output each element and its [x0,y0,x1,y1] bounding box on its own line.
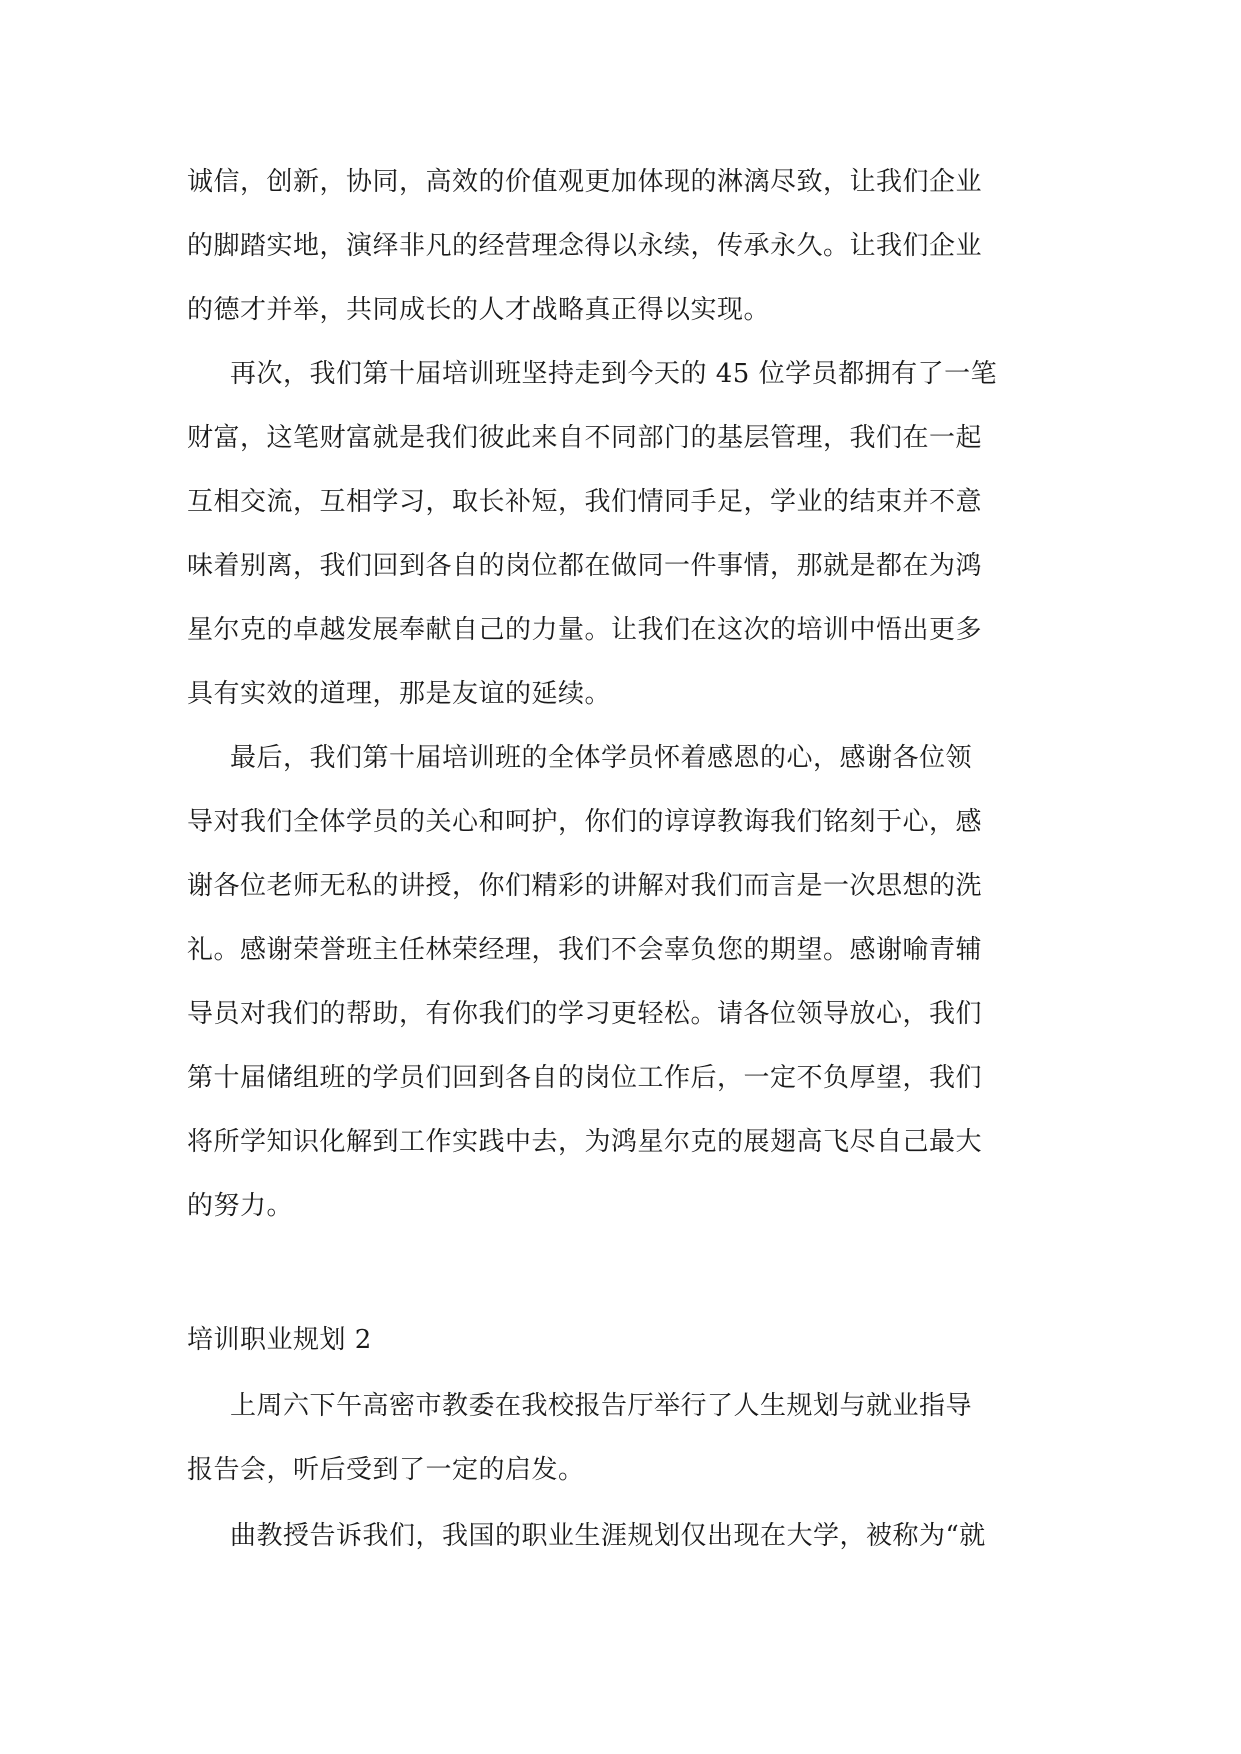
paragraph-line: 的德才并举，共同成长的人才战略真正得以实现。 [187,295,771,325]
paragraph-line: 再次，我们第十届培训班坚持走到今天的 45 位学员都拥有了一笔 [230,359,998,389]
paragraph-line: 礼。感谢荣誉班主任林荣经理，我们不会辜负您的期望。感谢喻青辅 [187,935,983,965]
paragraph-line: 报告会，听后受到了一定的启发。 [187,1455,585,1485]
paragraph-line: 的脚踏实地，演绎非凡的经营理念得以永续，传承永久。让我们企业 [187,231,983,261]
paragraph-line: 上周六下午高密市教委在我校报告厅举行了人生规划与就业指导 [230,1391,973,1421]
paragraph-line: 将所学知识化解到工作实践中去，为鸿星尔克的展翅高飞尽自己最大 [187,1127,983,1157]
section-heading: 培训职业规划 2 [187,1325,372,1355]
paragraph-line: 最后，我们第十届培训班的全体学员怀着感恩的心，感谢各位领 [230,743,973,773]
paragraph-line: 星尔克的卓越发展奉献自己的力量。让我们在这次的培训中悟出更多 [187,615,983,645]
paragraph-line: 第十届储组班的学员们回到各自的岗位工作后，一定不负厚望，我们 [187,1063,983,1093]
paragraph-line: 导对我们全体学员的关心和呵护，你们的谆谆教诲我们铭刻于心，感 [187,807,983,837]
paragraph-line: 曲教授告诉我们，我国的职业生涯规划仅出现在大学，被称为“就 [230,1521,986,1551]
paragraph-line: 互相交流，互相学习，取长补短，我们情同手足，学业的结束并不意 [187,487,983,517]
paragraph-line: 的努力。 [187,1191,294,1221]
paragraph-line: 味着别离，我们回到各自的岗位都在做同一件事情，那就是都在为鸿 [187,551,983,581]
paragraph-line: 财富，这笔财富就是我们彼此来自不同部门的基层管理，我们在一起 [187,423,983,453]
paragraph-line: 具有实效的道理，那是友谊的延续。 [187,679,612,709]
paragraph-line: 谢各位老师无私的讲授，你们精彩的讲解对我们而言是一次思想的洗 [187,871,983,901]
paragraph-line: 诚信，创新，协同，高效的价值观更加体现的淋漓尽致，让我们企业 [187,167,983,197]
paragraph-line: 导员对我们的帮助，有你我们的学习更轻松。请各位领导放心，我们 [187,999,983,1029]
